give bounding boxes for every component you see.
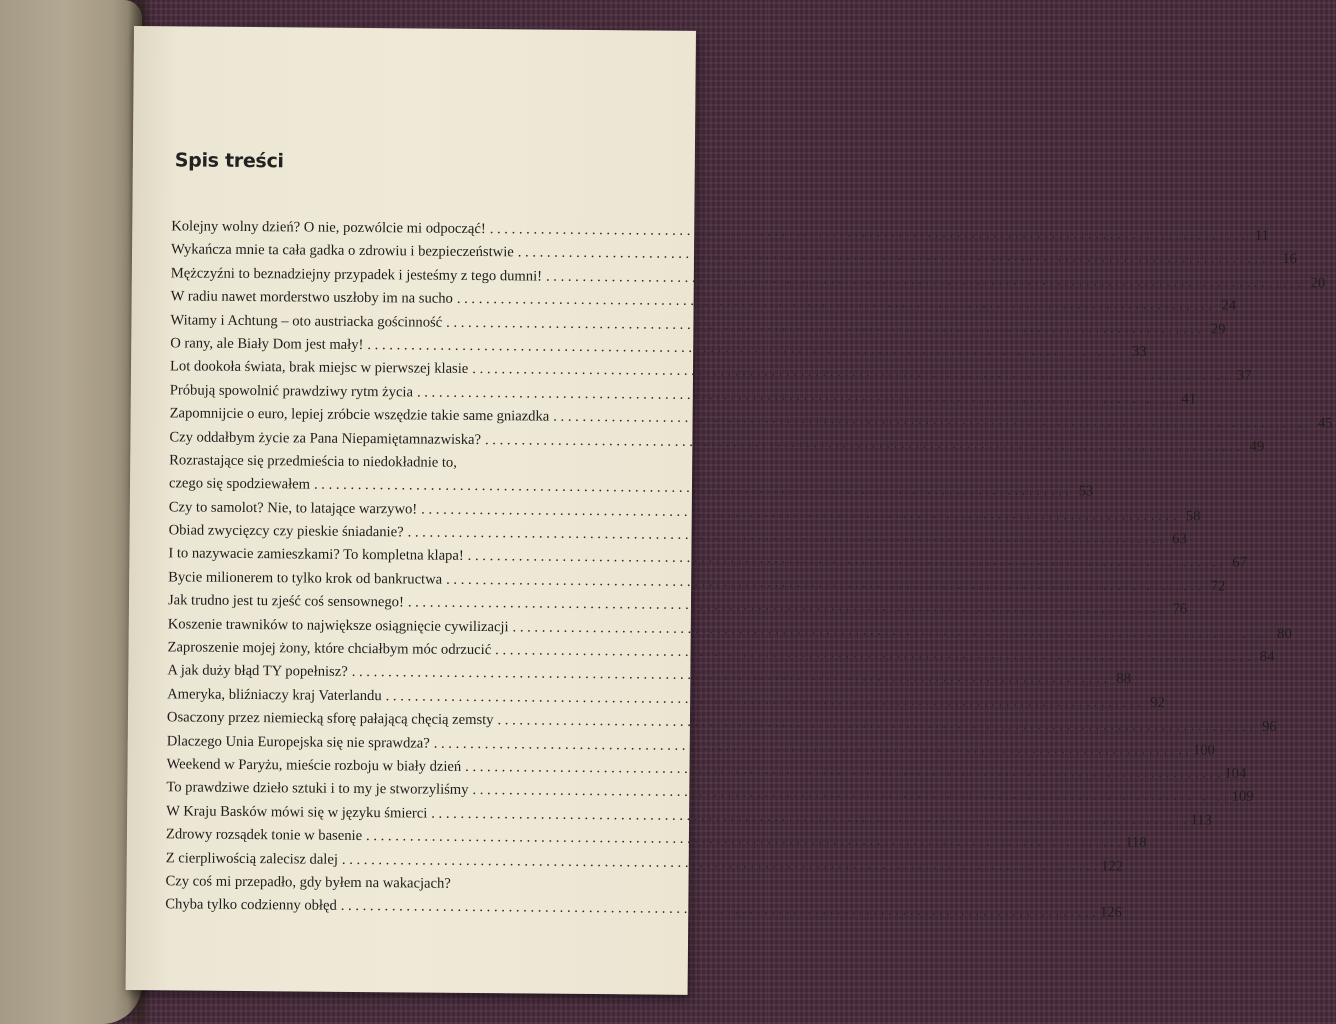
toc-entry-title: Zdrowy rozsądek tonie w basenie	[165, 826, 363, 845]
toc-page-number: 29	[1210, 320, 1226, 338]
toc-page-number: 92	[1150, 694, 1165, 711]
toc-entry-title: Wykańcza mnie ta cała gadka o zdrowiu i bezpieczeństwie	[170, 241, 514, 261]
toc-entry-title: Bycie milionerem to tylko krok od bankructwa	[168, 569, 443, 588]
dot-leader	[341, 895, 1096, 925]
toc-entry-title: W radiu nawet morderstwo uszłoby im na sucho	[170, 288, 453, 307]
toc-entry-title-cont: Chyba tylko codzienny obłęd	[165, 896, 337, 915]
right-page	[126, 26, 1333, 995]
toc-entry-title: Obiad zwycięzcy czy pieskie śniadanie?	[168, 522, 404, 541]
toc-page-number: 53	[1078, 483, 1094, 500]
toc-entry-title: To prawdziwe dzieło sztuki i to my je stworzyliśmy	[166, 779, 469, 799]
toc-page-number: 49	[1249, 438, 1265, 455]
toc-entry-title: Ameryka, bliźniaczy kraj Vaterlandu	[167, 686, 382, 704]
toc-page-number: 100	[1192, 741, 1215, 759]
toc-entry-title: I to nazywacie zamieszkami? To kompletna klapa!	[168, 545, 464, 565]
toc-page-number: 84	[1259, 648, 1275, 666]
toc-entry-title: Zaproszenie mojej żony, które chciałbym móc odrzucić	[167, 639, 492, 659]
toc-page-number: 24	[1221, 297, 1237, 314]
toc-page-number: 58	[1185, 507, 1201, 525]
toc-page-number: 16	[1282, 251, 1298, 268]
toc-page-number: 88	[1116, 671, 1132, 688]
toc-page-number: 41	[1181, 390, 1197, 408]
toc-page-number: 122	[1101, 858, 1124, 875]
toc-entry-title: Próbują spowolnić prawdziwy rytm życia	[169, 382, 414, 401]
toc-entry-title: Zapomnijcie o euro, lepiej zróbcie wszędzie takie same gniazdka	[169, 405, 550, 425]
toc-entry-title: Czy coś mi przepadło, gdy byłem na wakacjach?	[165, 873, 451, 892]
toc-page-number: 72	[1210, 578, 1226, 595]
toc-entry-title: Czy to samolot? Nie, to latające warzywo!	[168, 499, 418, 518]
toc-entry-title: Jak trudno jest tu zjeść coś sensownego!	[167, 592, 404, 611]
toc-page-number: 33	[1131, 343, 1147, 360]
toc-entry-title: Osaczony przez niemiecką sforę pałającą chęcią zemsty	[166, 709, 494, 729]
toc-entry-title-cont: czego się spodziewałem	[168, 475, 311, 493]
toc-entry-title: W Kraju Basków mówi się w języku śmierci	[166, 803, 428, 822]
toc-page-number: 67	[1232, 555, 1247, 572]
toc-entry-title: Witamy i Achtung – oto austriacka gościnność	[170, 311, 443, 331]
toc-entry-title: O rany, ale Biały Dom jest mały!	[170, 335, 364, 353]
toc-entry-title: Koszenie trawników to największe osiągnięcie cywilizacji	[167, 615, 509, 635]
toc-page-number: 118	[1125, 834, 1147, 852]
toc-entry-title: A jak duży błąd TY popełnisz?	[167, 662, 348, 681]
toc-page-number: 104	[1224, 765, 1247, 782]
toc-page-number: 109	[1231, 788, 1254, 806]
toc-entry-title: Weekend w Paryżu, mieście rozboju w biały dzień	[166, 756, 462, 775]
toc-entry-title: Z cierpliwością zalecisz dalej	[165, 849, 339, 868]
toc-entry-title: Kolejny wolny dzień? O nie, pozwólcie mi odpocząć!	[171, 218, 486, 238]
toc-entry-title: Lot dookoła świata, brak miejsc w pierwszej klasie	[169, 358, 469, 378]
toc-page-number: 45	[1317, 415, 1333, 432]
toc-page-number: 20	[1310, 275, 1326, 292]
toc-page-number: 96	[1262, 719, 1277, 736]
left-page	[0, 0, 142, 1024]
toc-page-number: 76	[1172, 601, 1188, 618]
toc-entry-title: Mężczyźni to beznadziejny przypadek i jesteśmy z tego dumni!	[170, 265, 543, 285]
toc-page-number: 11	[1254, 227, 1269, 244]
toc-page-number: 113	[1190, 812, 1212, 829]
toc-list	[165, 215, 1333, 921]
toc-entry-continuation	[165, 894, 1122, 922]
toc-entry-title: Rozrastające się przedmieścia to niedokładnie to,	[169, 452, 457, 471]
toc-page-number: 80	[1277, 625, 1292, 642]
toc-entry-title: Czy oddałbym życie za Pana Niepamiętamnazwiska?	[169, 428, 482, 448]
toc-page-number: 63	[1172, 531, 1187, 548]
toc-page-number: 126	[1099, 904, 1122, 921]
toc-page-number: 37	[1236, 367, 1252, 385]
toc-entry-title: Dlaczego Unia Europejska się nie sprawdza?	[166, 732, 430, 752]
page-title: Spis treści	[174, 149, 284, 173]
